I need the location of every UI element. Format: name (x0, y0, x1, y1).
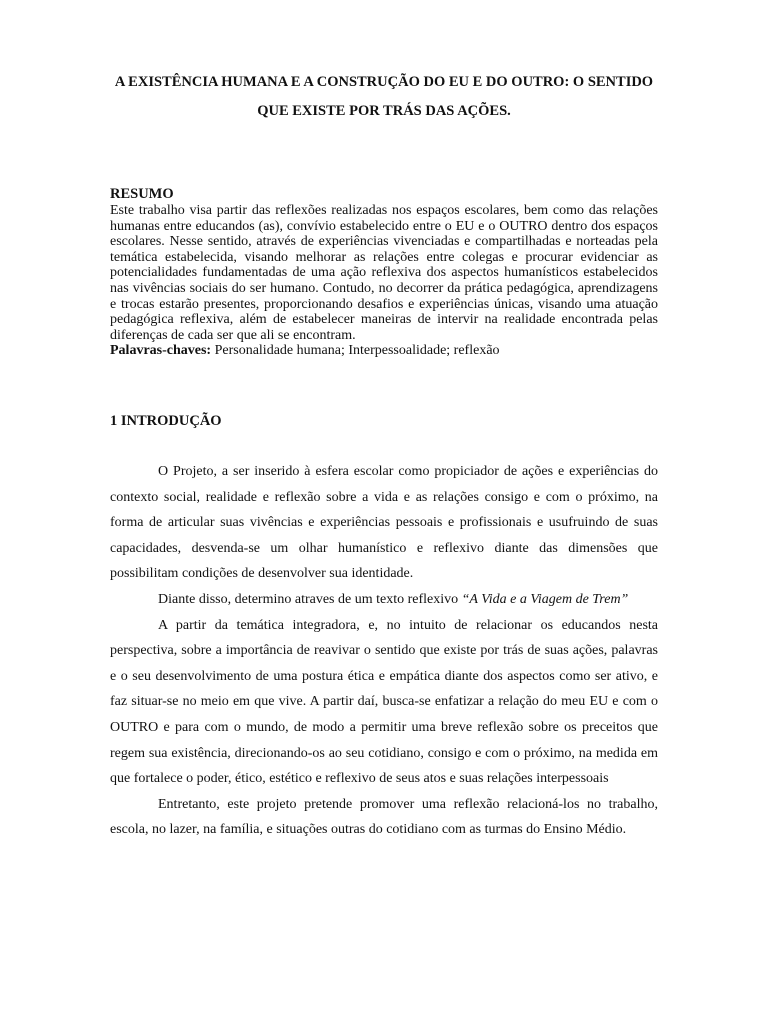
abstract-body: Este trabalho visa partir das reflexões realizadas nos espaços escolares, bem como das relações humanas entre educandos (as), convívio estabelecido entre o EU e o OUTRO dentro dos espaços escolares. Nesse sentido, através de experiências vivenciadas e compartilhadas e norteadas pela temática estabelecida, visando melhorar as relações entre colegas e procurar evidenciar as potencialidades fundamentadas de uma ação reflexiva dos aspectos humanísticos estabelecidos nas vivências sociais do ser humano. Contudo, no decorrer da prática pedagógica, aprendizagens e trocas estarão presentes, proporcionando desafios e experiências únicas, visando uma atuação pedagógica reflexiva, além de estabelecer maneiras de intervir na realidade encontrada pelas diferenças de cada ser que ali se encontram. (110, 203, 658, 343)
paragraph-quote (110, 587, 658, 613)
abstract-section (110, 186, 658, 359)
document-title: A EXISTÊNCIA HUMANA E A CONSTRUÇÃO DO EU E DO OUTRO: O SENTIDO QUE EXISTE POR TRÁS DAS AÇÕES. (114, 74, 654, 119)
keywords-text: Personalidade humana; Interpessoalidade; reflexão (214, 343, 500, 359)
keywords-line (110, 343, 658, 359)
keywords-label: Palavras-chaves: (110, 343, 212, 359)
quote-title: “A Vida e a Viagem de Trem” (461, 591, 629, 607)
paragraph: O Projeto, a ser inserido à esfera escolar como propiciador de ações e experiências do contexto social, realidade e reflexão sobre a vida e as relações consigo e com o próximo, na forma de articular suas vivências e experiências pessoais e profissionais e usufruindo de suas capacidades, desvenda-se um olhar humanístico e reflexivo diante das dimensões que possibilitam condições de desenvolver sua identidade. (110, 464, 658, 582)
paragraph: Entretanto, este projeto pretende promover uma reflexão relacioná-los no trabalho, escola, no lazer, na família, e situações outras do cotidiano com as turmas do Ensino Médio. (110, 796, 658, 838)
paragraph: A partir da temática integradora, e, no intuito de relacionar os educandos nesta perspectiva, sobre a importância de reavivar o sentido que existe por trás de suas ações, palavras e o seu desenvolvimento de uma postura ética e empática diante dos aspectos como ser ativo, e faz situar-se no meio em que vive. A partir daí, busca-se enfatizar a relação do meu EU e com o OUTRO e para com o mundo, de modo a permitir uma breve reflexão sobre os preceitos que regem sua existência, direcionando-os ao seu cotidiano, consigo e com o próximo, na medida em que fortalece o poder, ético, estético e reflexivo de seus atos e suas relações interpessoais (110, 617, 658, 787)
abstract-heading: RESUMO (110, 186, 174, 202)
quote-prefix: Diante disso, determino atraves de um texto reflexivo (158, 591, 462, 607)
introduction-body (110, 459, 658, 843)
section-heading-introduction: 1 INTRODUÇÃO (110, 413, 222, 429)
